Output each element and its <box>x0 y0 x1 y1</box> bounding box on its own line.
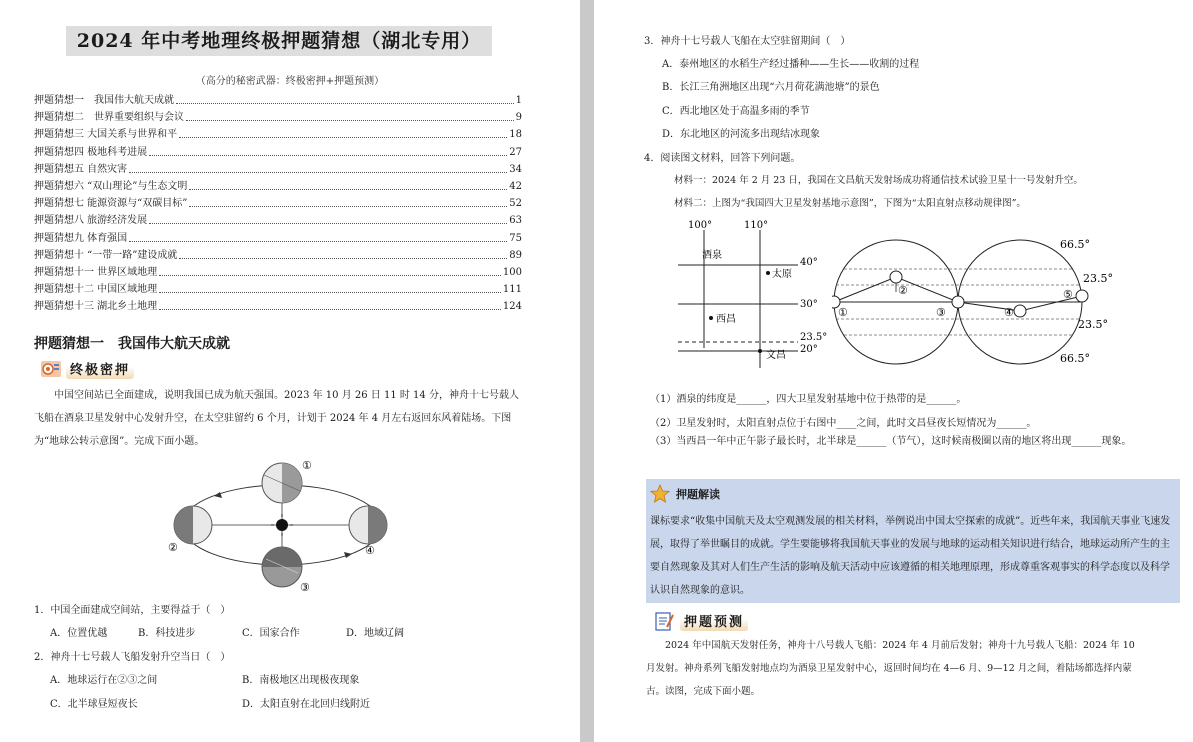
toc-entry[interactable] <box>34 195 522 212</box>
lon-100-label: 100° <box>688 220 713 231</box>
point-5-label: ⑤ <box>1063 288 1073 301</box>
earth-orbit-diagram <box>160 455 410 595</box>
orbit-label-1: ① <box>302 459 312 472</box>
sun-icon <box>276 519 288 531</box>
toc-entry-label: 押题猜想四 极地科考进展 <box>34 146 148 158</box>
orbit-label-2: ② <box>168 541 178 554</box>
analysis-text: 课标要求“收集中国航天及太空观测发展的相关材料，举例说出中国太空探索的成就”。近些年来，我国航天事业飞速发展，取得了举世瞩目的成就。学生要能够将我国航天事业的发展与地球的运动相关知识进行结合，地球运动所产生的主要自然现象及其对人们生产生活的影响及航天活动中应该遵循的相关地理原理，形成尊重客观事实的科学态度以及科学认识自然现象的意识。 <box>650 516 1171 596</box>
material-2: 材料二：上图为“我国四大卫星发射基地示意图”，下图为“太阳直射点移动规律图”。 <box>674 198 1026 209</box>
toc-leader-dots <box>159 264 501 276</box>
point-3-label: ③ <box>936 306 946 319</box>
notepad-icon <box>654 611 674 631</box>
q2-option-a[interactable]: A．地球运行在②③之间 <box>50 675 158 686</box>
toc-entry-label: 押题猜想十一 世界区域地理 <box>34 267 158 278</box>
toc-entry[interactable] <box>34 281 522 298</box>
toc-entry[interactable] <box>34 161 522 178</box>
xichang-label: 西昌 <box>716 314 736 325</box>
q1-option-b[interactable]: B．科技进步 <box>138 628 196 639</box>
toc-leader-dots <box>159 281 501 293</box>
toc-leader-dots <box>149 144 507 156</box>
toc-leader-dots <box>179 247 507 259</box>
toc-entry-label: 押题猜想二 世界重要组织与会议 <box>34 112 184 124</box>
toc-entry[interactable] <box>34 247 522 264</box>
question-3: 3．神舟十七号载人飞船在太空驻留期间（ ） <box>644 36 851 47</box>
toc-leader-dots <box>129 230 507 242</box>
toc-entry-page: 27 <box>509 146 522 158</box>
toc-entry-page: 9 <box>515 112 522 124</box>
lat-n665-label: 66.5° <box>1060 238 1090 251</box>
star-icon <box>650 484 670 504</box>
toc-entry-label: 押题猜想一 我国伟大航天成就 <box>34 95 174 106</box>
sub-question-1: （1）酒泉的纬度是______，四大卫星发射基地中位于热带的是______。 <box>650 394 967 405</box>
lat-20-label: 20° <box>800 344 818 355</box>
solar-direct-point-diagram <box>832 232 1122 372</box>
toc-entry-page: 89 <box>509 249 522 261</box>
badge-prediction-label: 押题预测 <box>680 610 748 631</box>
toc-leader-dots <box>149 212 507 224</box>
toc-entry[interactable] <box>34 230 522 247</box>
toc-entry-page: 63 <box>509 215 522 227</box>
toc-entry[interactable] <box>34 144 522 161</box>
target-icon <box>40 359 60 379</box>
sub-question-3: （3）当西昌一年中正午影子最长时，北半球是______（节气），这时候南极圈以南的地区将出现______现象。 <box>650 436 1132 447</box>
toc-entry[interactable] <box>34 298 522 315</box>
badge-final-secret-label: 终极密押 <box>66 358 134 379</box>
q1-option-c[interactable]: C．国家合作 <box>242 628 300 639</box>
material-1: 材料一：2024 年 2 月 23 日，我国在文昌航天发射场成功将通信技术试验卫星十一号发射升空。 <box>674 175 1083 186</box>
toc-entry[interactable] <box>34 178 522 195</box>
q3-option-c[interactable]: C．西北地区处于高温多雨的季节 <box>662 106 810 117</box>
section-heading: 押题猜想一 我国伟大航天成就 <box>34 336 230 352</box>
lat-40-label: 40° <box>800 257 818 268</box>
lat-n235-label: 23.5° <box>1083 272 1113 285</box>
toc-leader-dots <box>176 92 514 104</box>
badge-analysis <box>650 484 720 504</box>
badge-prediction <box>654 610 748 631</box>
wenchang-label: 文昌 <box>766 350 786 361</box>
q1-option-a[interactable]: A．位置优越 <box>50 628 108 639</box>
toc-entry[interactable] <box>34 212 522 229</box>
toc-leader-dots <box>186 109 514 121</box>
q3-option-b[interactable]: B．长江三角洲地区出现“六月荷花满池塘”的景色 <box>662 82 880 93</box>
question-1: 1．中国全面建成空间站，主要得益于（ ） <box>34 605 231 616</box>
toc-leader-dots <box>129 161 507 173</box>
q2-option-d[interactable]: D．太阳直射在北回归线附近 <box>242 699 371 710</box>
toc-entry-label: 押题猜想十二 中国区域地理 <box>34 284 158 296</box>
toc-entry-label: 押题猜想五 自然灾害 <box>34 163 128 175</box>
lat-30-label: 30° <box>800 299 818 310</box>
right-page <box>594 0 1193 742</box>
orbit-label-3: ③ <box>300 581 310 594</box>
toc-leader-dots <box>189 178 507 190</box>
toc-entry-page: 100 <box>502 267 522 278</box>
toc-entry-label: 押题猜想八 旅游经济发展 <box>34 215 148 227</box>
toc-entry-label: 押题猜想六 “双山理论”与生态文明 <box>34 181 188 192</box>
badge-analysis-label: 押题解读 <box>676 488 720 501</box>
toc-entry-page: 34 <box>509 163 522 175</box>
orbit-label-4: ④ <box>365 544 375 557</box>
earth-position-3 <box>262 547 302 587</box>
toc-entry[interactable] <box>34 92 522 109</box>
lat-235-label: 23.5° <box>800 332 828 343</box>
toc-leader-dots <box>159 298 501 310</box>
q2-option-c[interactable]: C．北半球昼短夜长 <box>50 699 138 710</box>
prediction-paragraph: 2024 年中国航天发射任务，神舟十八号载人飞船：2024 年 4 月前后发射；神舟十九号载人飞船：2024 年 10 月发射。神舟系列飞船发射地点均为酒泉卫星发射中心，返回时间均在 4—6 月、9—12 月之间，着陆场都选择内蒙古。读图，完成下面小题。 <box>646 640 1135 697</box>
point-1-label: ① <box>838 306 848 319</box>
toc-entry-page: 52 <box>509 198 522 210</box>
point-4-label: ④ <box>1004 306 1014 319</box>
toc-entry-label: 押题猜想七 能源资源与“双碳目标” <box>34 198 188 210</box>
earth-position-4 <box>349 506 387 544</box>
toc-entry-label: 押题猜想三 大国关系与世界和平 <box>34 129 178 141</box>
badge-final-secret <box>40 358 134 379</box>
toc-leader-dots <box>189 195 507 207</box>
toc-entry-page: 124 <box>502 301 522 313</box>
lat-s235-label: 23.5° <box>1078 318 1108 331</box>
toc-entry-label: 押题猜想十三 湖北乡土地理 <box>34 301 158 313</box>
lat-s665-label: 66.5° <box>1060 352 1090 365</box>
document-subtitle: （高分的秘密武器：终极密押+押题预测） <box>195 76 385 87</box>
q3-option-a[interactable]: A．泰州地区的水稻生产经过播种——生长——收割的过程 <box>662 59 920 70</box>
toc-entry-label: 押题猜想九 体育强国 <box>34 232 128 244</box>
earth-position-2 <box>174 506 212 544</box>
sub-question-2: （2）卫星发射时，太阳直射点位于右图中____之间，此时文昌昼夜长短情况为______。 <box>650 418 1037 429</box>
document-title: 2024 年中考地理终极押题猜想（湖北专用） <box>66 26 492 56</box>
intro-paragraph: 中国空间站已全面建成，说明我国已成为航天强国。2023 年 10 月 26 日 11 时 14 分，神舟十七号载人飞船在酒泉卫星发射中心发射升空，在太空驻留约 6 个月，计划于 2024 年 4 月左右返回东风着陆场。下图为“地球公转示意图”。完成下面小题。 <box>34 390 519 447</box>
toc-entry[interactable] <box>34 126 522 143</box>
toc-leader-dots <box>179 126 507 138</box>
earth-position-1 <box>262 463 302 503</box>
toc-entry-page: 111 <box>502 284 522 296</box>
toc-entry-page: 1 <box>515 95 522 106</box>
question-4: 4．阅读图文材料，回答下列问题。 <box>644 153 801 164</box>
q1-option-d[interactable]: D．地域辽阔 <box>346 628 405 639</box>
left-page <box>0 0 580 742</box>
toc-entry-page: 75 <box>509 232 522 244</box>
launch-base-map <box>674 218 834 368</box>
point-2-label: ② <box>898 284 908 297</box>
jiuquan-label: 酒泉 <box>702 250 722 261</box>
q2-option-b[interactable]: B．南极地区出现极夜现象 <box>242 675 360 686</box>
toc-entry[interactable] <box>34 109 522 126</box>
lon-110-label: 110° <box>744 220 769 231</box>
taiyuan-label: 太原 <box>772 269 792 280</box>
toc-entry-page: 42 <box>509 181 522 192</box>
toc-entry-label: 押题猜想十 “一带一路”建设成就 <box>34 249 178 261</box>
question-2: 2．神舟十七号载人飞船发射升空当日（ ） <box>34 652 231 663</box>
toc-entry-page: 18 <box>509 129 522 141</box>
toc-entry[interactable] <box>34 264 522 281</box>
q3-option-d[interactable]: D．东北地区的河流多出现结冰现象 <box>662 129 821 140</box>
